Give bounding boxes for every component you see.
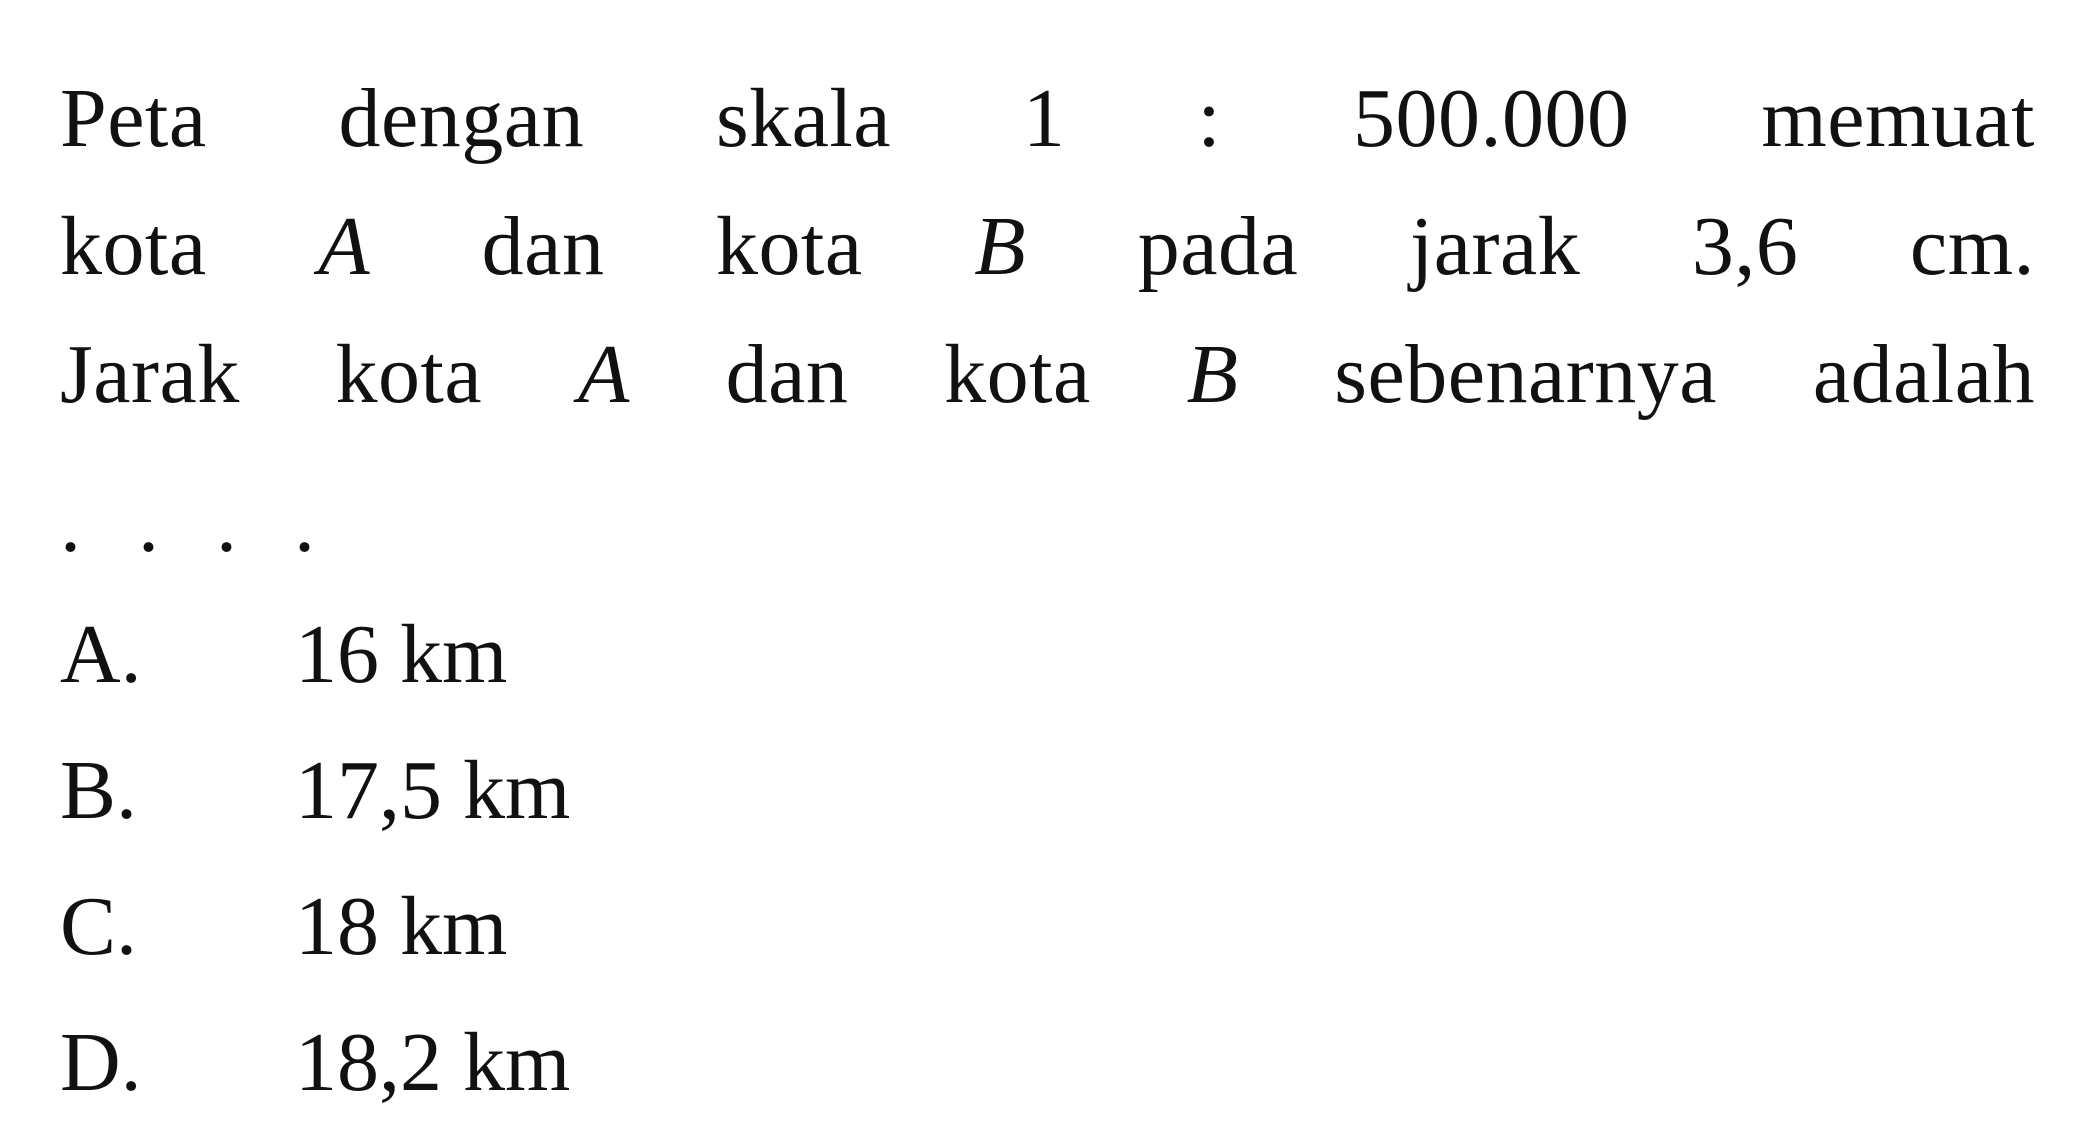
option-text: 16 km <box>295 608 508 701</box>
option-letter: D. <box>60 1016 142 1109</box>
question-text <box>60 55 2035 439</box>
option-text: 18 km <box>295 880 508 973</box>
question-line-2 <box>60 183 2035 311</box>
option-letter: A. <box>60 608 142 701</box>
option-d[interactable] <box>60 995 2030 1131</box>
question-line-3-part: Jarak kota <box>60 328 483 421</box>
question-line-2-part: pada jarak 3,6 cm. <box>1137 200 2036 293</box>
option-b[interactable] <box>60 723 2030 859</box>
city-a-variable: A <box>318 200 371 293</box>
option-letter: C. <box>60 880 138 973</box>
question-line-3-part: sebenarnya adalah <box>1334 328 2036 421</box>
question-line-2-part: dan kota <box>481 200 863 293</box>
option-a[interactable] <box>60 587 2030 723</box>
option-text: 17,5 km <box>295 744 571 837</box>
question-line-1 <box>60 55 2035 183</box>
question-line-3 <box>60 311 2035 439</box>
question-ellipsis: . . . . <box>60 477 333 570</box>
option-letter: B. <box>60 744 138 837</box>
option-text: 18,2 km <box>295 1016 571 1109</box>
question-page <box>60 55 2036 1131</box>
question-line-2-part: kota <box>60 200 207 293</box>
city-b-variable: B <box>974 200 1027 293</box>
option-c[interactable] <box>60 859 2030 995</box>
answer-options <box>60 587 2030 1131</box>
city-b-variable: B <box>1186 328 1239 421</box>
question-line-1-text: Peta dengan skala 1 : 500.000 memuat <box>60 72 2035 165</box>
question-line-3-part: dan kota <box>725 328 1091 421</box>
city-a-variable: A <box>577 328 630 421</box>
